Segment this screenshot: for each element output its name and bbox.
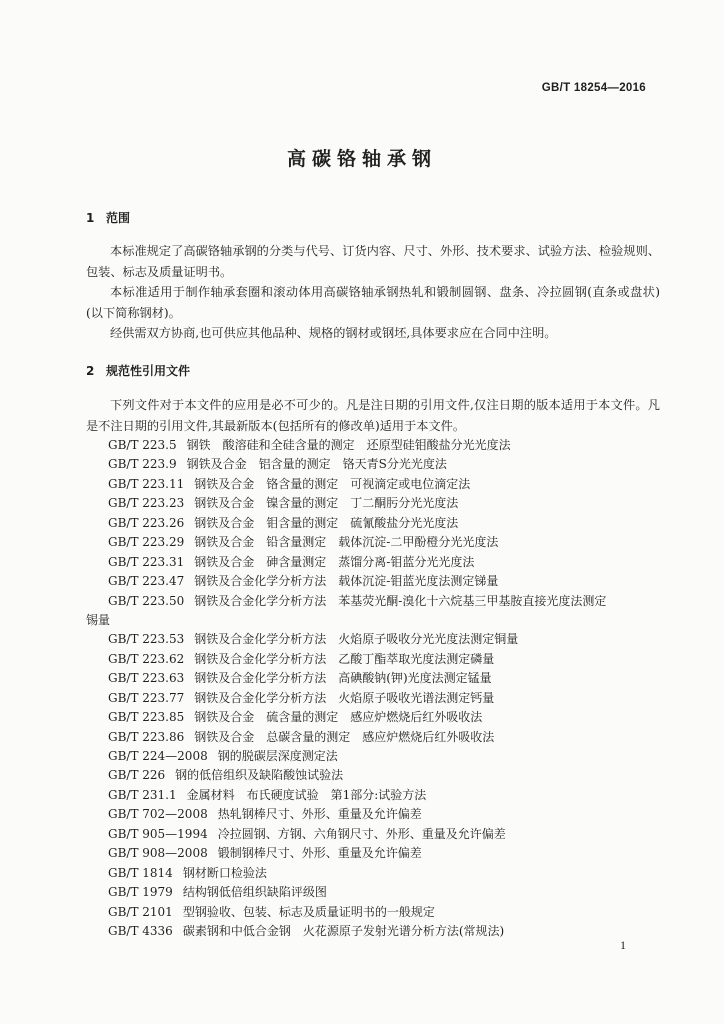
reference-title: 钢铁 酸溶硅和全硅含量的测定 还原型硅钼酸盐分光光度法 <box>186 438 511 452</box>
reference-item <box>108 669 708 688</box>
reference-item <box>108 844 708 863</box>
references-intro: 下列文件对于本文件的应用是必不可少的。凡是注日期的引用文件,仅注日期的版本适用于本文件。凡是不注日期的引用文件,其最新版本(包括所有的修改单)适用于本文件。 <box>86 398 660 433</box>
reference-item <box>108 747 708 766</box>
reference-code: GB/T 223.29 <box>108 535 185 550</box>
reference-item <box>108 455 708 474</box>
reference-title: 钢铁及合金 硫含量的测定 感应炉燃烧后红外吸收法 <box>194 710 483 725</box>
reference-item <box>108 766 708 785</box>
reference-list <box>86 436 708 941</box>
document-title: 高碳铬轴承钢 <box>286 148 437 170</box>
section-2-heading <box>86 362 190 379</box>
reference-code: GB/T 226 <box>108 768 166 783</box>
reference-title: 钢铁及合金化学分析方法 载体沉淀-钼蓝光度法测定锑量 <box>194 574 499 589</box>
reference-title: 钢的低倍组织及缺陷酸蚀试验法 <box>175 768 344 783</box>
reference-item <box>86 592 708 631</box>
reference-item <box>108 786 708 805</box>
reference-title: 热轧钢棒尺寸、外形、重量及允许偏差 <box>217 807 422 822</box>
reference-code: GB/T 702—2008 <box>108 807 208 822</box>
reference-code: GB/T 223.23 <box>108 496 185 511</box>
reference-code: GB/T 223.26 <box>108 515 185 530</box>
scope-paragraph-2: 本标准适用于制作轴承套圈和滚动体用高碳铬轴承钢热轧和锻制圆钢、盘条、冷拉圆钢(直条或盘状)(以下简称钢材)。 <box>86 285 660 320</box>
reference-title: 钢铁及合金 镍含量的测定 丁二酮肟分光光度法 <box>194 496 459 511</box>
reference-code: GB/T 223.86 <box>108 729 185 744</box>
section-2-title: 规范性引用文件 <box>106 364 191 378</box>
reference-item <box>108 728 708 747</box>
section-1-title: 范围 <box>106 211 131 225</box>
scope-paragraph-1: 本标准规定了高碳铬轴承钢的分类与代号、订货内容、尺寸、外形、技术要求、试验方法、检验规则、包装、标志及质量证明书。 <box>86 244 660 279</box>
reference-title: 钢铁及合金 铅含量测定 载体沉淀-二甲酚橙分光光度法 <box>194 535 499 550</box>
section-2-number: 2 <box>86 364 95 378</box>
reference-code: GB/T 223.31 <box>108 554 185 569</box>
reference-code: GB/T 4336 <box>108 923 173 938</box>
reference-item <box>108 572 708 591</box>
reference-item <box>108 883 708 902</box>
reference-title: 钢铁及合金 砷含量测定 蒸馏分离-钼蓝分光光度法 <box>194 554 475 569</box>
page-number: 1 <box>620 938 626 952</box>
reference-item <box>108 922 708 941</box>
reference-item <box>108 805 708 824</box>
reference-title: 钢的脱碳层深度测定法 <box>217 749 338 764</box>
reference-title: 金属材料 布氏硬度试验 第1部分:试验方法 <box>186 787 427 802</box>
reference-title: 钢铁及合金化学分析方法 苯基荧光酮-溴化十六烷基三甲基胺直接光度法测定 <box>194 593 607 608</box>
reference-title: 钢铁及合金化学分析方法 火焰原子吸收分光光度法测定铜量 <box>194 632 519 647</box>
reference-title: 钢铁及合金 总碳含量的测定 感应炉燃烧后红外吸收法 <box>194 729 495 744</box>
reference-title: 钢材断口检验法 <box>182 865 267 880</box>
scope-paragraph-3: 经供需双方协商,也可供应其他品种、规格的钢材或钢坯,具体要求应在合同中注明。 <box>110 326 557 340</box>
reference-item <box>108 494 708 513</box>
reference-title: 型钢验收、包装、标志及质量证明书的一般规定 <box>182 904 435 919</box>
reference-code: GB/T 223.9 <box>108 457 177 472</box>
reference-item <box>108 864 708 883</box>
reference-item <box>108 650 708 669</box>
reference-title: 钢铁及合金 铬含量的测定 可视滴定或电位滴定法 <box>194 476 471 491</box>
standard-code: GB/T 18254—2016 <box>541 82 646 94</box>
reference-code: GB/T 908—2008 <box>108 846 208 861</box>
section-1-number: 1 <box>86 211 95 225</box>
reference-title: 钢铁及合金化学分析方法 高碘酸钠(钾)光度法测定锰量 <box>194 671 492 686</box>
reference-code: GB/T 223.50 <box>108 593 185 608</box>
reference-item <box>108 630 708 649</box>
reference-item <box>108 708 708 727</box>
reference-code: GB/T 1979 <box>108 885 173 900</box>
reference-code: GB/T 223.47 <box>108 574 185 589</box>
reference-code: GB/T 223.77 <box>108 690 185 705</box>
reference-code: GB/T 223.85 <box>108 710 185 725</box>
reference-item <box>108 689 708 708</box>
reference-code: GB/T 231.1 <box>108 787 177 802</box>
reference-title: 钢铁及合金 铝含量的测定 铬天青S分光光度法 <box>186 457 447 472</box>
reference-title: 结构钢低倍组织缺陷评级图 <box>182 885 327 900</box>
section-1-heading <box>86 209 130 226</box>
reference-title: 碳素钢和中低合金钢 火花源原子发射光谱分析方法(常规法) <box>182 923 505 938</box>
reference-code: GB/T 223.63 <box>108 671 185 686</box>
reference-title: 钢铁及合金 钼含量的测定 硫氰酸盐分光光度法 <box>194 515 459 530</box>
reference-code: GB/T 224—2008 <box>108 749 208 764</box>
reference-item <box>108 533 708 552</box>
reference-title: 冷拉圆钢、方钢、六角钢尺寸、外形、重量及允许偏差 <box>217 826 506 841</box>
reference-code: GB/T 223.53 <box>108 632 185 647</box>
reference-title-continuation: 锡量 <box>86 612 111 627</box>
reference-code: GB/T 223.11 <box>108 476 185 491</box>
reference-code: GB/T 223.5 <box>108 438 177 452</box>
reference-item <box>108 436 708 455</box>
reference-code: GB/T 2101 <box>108 904 173 919</box>
reference-code: GB/T 1814 <box>108 865 173 880</box>
reference-title: 锻制钢棒尺寸、外形、重量及允许偏差 <box>217 846 422 861</box>
reference-title: 钢铁及合金化学分析方法 乙酸丁酯萃取光度法测定磷量 <box>194 651 495 666</box>
reference-title: 钢铁及合金化学分析方法 火焰原子吸收光谱法测定钙量 <box>194 690 495 705</box>
reference-code: GB/T 905—1994 <box>108 826 208 841</box>
reference-item <box>108 553 708 572</box>
reference-item <box>108 825 708 844</box>
reference-code: GB/T 223.62 <box>108 651 185 666</box>
reference-item <box>108 475 708 494</box>
reference-item <box>108 903 708 922</box>
reference-item <box>108 514 708 533</box>
